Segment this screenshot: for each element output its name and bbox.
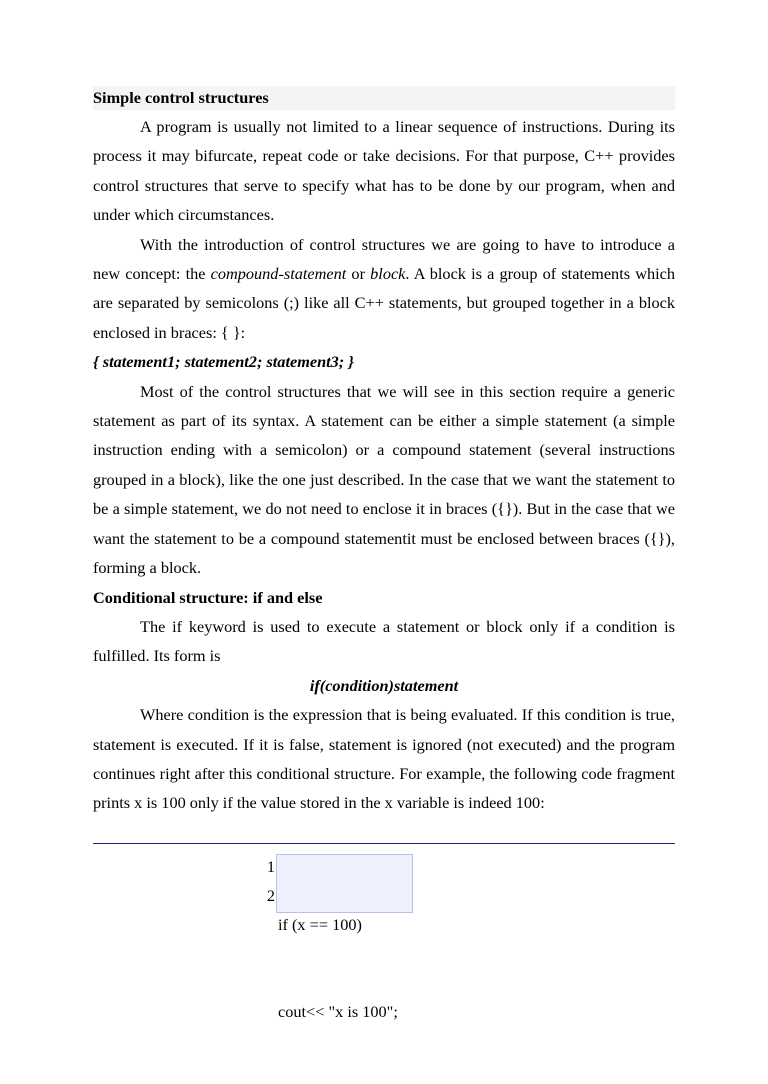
- paragraph-if-keyword: The if keyword is used to execute a statement or block only if a condition is fulfilled. Its form is: [93, 616, 675, 666]
- term-block: block: [370, 264, 406, 284]
- paragraph-compound-statement: [93, 230, 675, 348]
- horizontal-rule: [93, 843, 675, 844]
- code-line: if (x == 100): [278, 915, 362, 934]
- code-line-numbers: [255, 851, 275, 910]
- code-lines: [278, 851, 398, 1084]
- code-line-number: 1: [266, 857, 275, 876]
- paragraph-compound-text-1: With the introduction of control structures we are going to have to introduce a new concept: the: [93, 234, 675, 284]
- code-line: cout<< "x is 100";: [278, 1002, 398, 1021]
- paragraph-intro: A program is usually not limited to a linear sequence of instructions. During its process it may bifurcate, repeat code or take decisions. For that purpose, C++ provides control structures that serve to specify what has to be done by our program, when and under which circumstances.: [93, 117, 675, 225]
- code-line-number: 2: [266, 886, 275, 905]
- term-compound-statement: compound-statement: [210, 264, 347, 284]
- paragraph-compound-text-2: or: [346, 264, 371, 284]
- paragraph-compound-text-3: . A block is a group of statements which are separated by semicolons (;) like all C++ statements, but grouped together in a block enclosed in braces: { }:: [93, 264, 675, 342]
- section-heading-conditional: Conditional structure: if and else: [93, 587, 323, 607]
- paragraph-condition-explanation: Where condition is the expression that is being evaluated. If this condition is true, statement is executed. If it is false, statement is ignored (not executed) and the program continues right after this conditional structure. For example, the following code fragment prints x is 100 only if the value stored in the x variable is indeed 100:: [93, 705, 675, 813]
- section-heading-simple-control: Simple control structures: [93, 86, 675, 110]
- paragraph-statement-types: Most of the control structures that we will see in this section require a generic statement as part of its syntax. A statement can be either a simple statement (a simple instruction ending with a semicolon) or a compound statement (several instructions grouped in a block), like the one just described. In the case that we want the statement to be a simple statement, we do not need to enclose it in braces ({}). But in the case that we want the statement to be a compound statementit must be enclosed between braces ({}), forming a block.: [93, 381, 675, 578]
- document-body: [93, 86, 675, 818]
- if-syntax-form: if(condition)statement: [309, 675, 459, 695]
- block-example: { statement1; statement2; statement3; }: [93, 352, 354, 372]
